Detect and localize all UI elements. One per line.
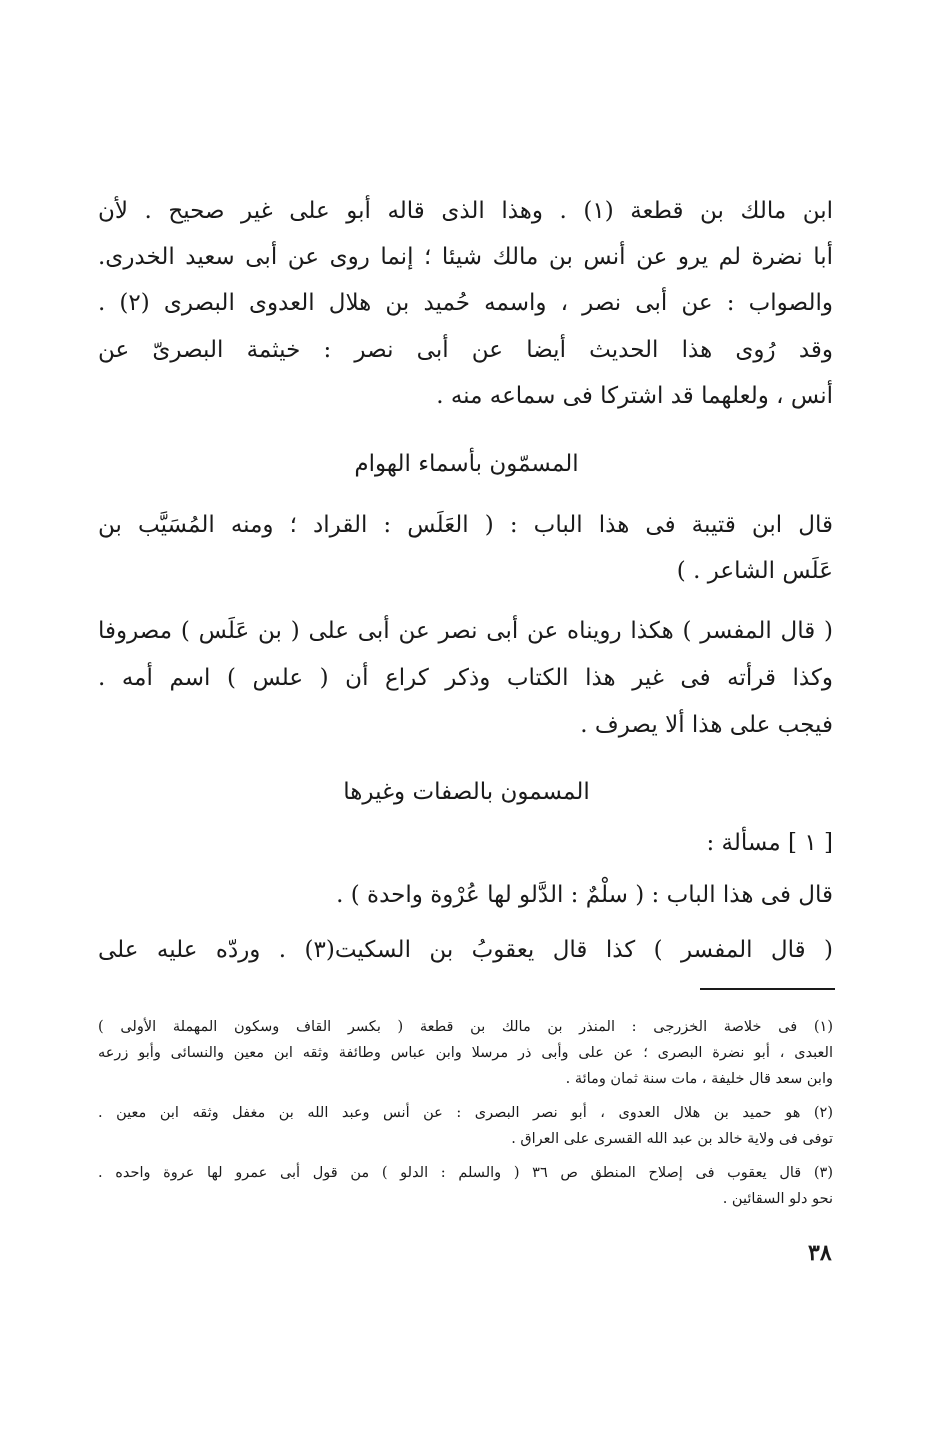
section-1-line-2: عَلَس الشاعر . ) <box>676 558 833 584</box>
section-3-line-1: قال فى هذا الباب : ( سلْمٌ : الدَّلو لها عُرْوة واحدة ) . <box>336 882 833 908</box>
section-heading-vermin-names: المسمّون بأسماء الهوام <box>354 451 579 477</box>
section-2-line-3: فيجب على هذا ألا يصرف . <box>580 712 833 738</box>
footnote-2-line-1: (٢) هو حميد بن هلال العدوى ، أبو نصر البصرى : عن أنس وعبد الله بن مغفل وثقه ابن معين . <box>98 1105 833 1121</box>
body-line-1: ابن مالك بن قطعة (١) . وهذا الذى قاله أبو على غير صحيح . لأن <box>98 198 834 224</box>
section-2-line-2: وكذا قرأته فى غير هذا الكتاب وذكر كراع أن ( علس ) اسم أمه . <box>98 665 833 691</box>
page-number: ٣٨ <box>808 1240 832 1266</box>
body-line-4: وقد رُوى هذا الحديث أيضا عن أبى نصر : خيثمة البصرىّ عن <box>98 337 833 363</box>
body-line-5: أنس ، ولعلهما قد اشتركا فى سماعه منه . <box>436 383 833 409</box>
body-line-3: والصواب : عن أبى نصر ، واسمه حُميد بن هلال العدوى البصرى (٢) . <box>98 290 833 316</box>
footnote-separator <box>700 988 835 990</box>
section-3-line-2: ( قال المفسر ) كذا قال يعقوبُ بن السكيت(٣) . وردّه عليه على <box>98 937 833 963</box>
footnote-3-line-1: (٣) قال يعقوب فى إصلاح المنطق ص ٣٦ ( والسلم : الدلو ) من قول أبى عمرو لها عروة واحده . <box>98 1165 834 1181</box>
footnote-3-line-2: نحو دلو السقائين . <box>722 1191 833 1207</box>
section-2-line-1: ( قال المفسر ) هكذا رويناه عن أبى نصر عن أبى على ( بن عَلَس ) مصروفا <box>98 618 833 644</box>
body-line-2: أبا نضرة لم يرو عن أنس بن مالك شيئا ؛ إنما روى عن أبى سعيد الخدرى. <box>98 244 833 270</box>
footnote-1-line-2: العبدى ، أبو نضرة البصرى ؛ عن على وأبى ذر مرسلا وابن عباس وطائفة وثقه ابن معين والنسائى وأبو زرعه <box>98 1045 833 1061</box>
section-heading-attribute-names: المسمون بالصفات وغيرها <box>343 779 590 805</box>
footnote-2-line-2: توفى فى ولاية خالد بن عبد الله القسرى على العراق . <box>511 1131 833 1147</box>
question-label: [ ١ ] مسألة : <box>706 830 833 856</box>
footnote-1-line-1: (١) فى خلاصة الخزرجى : المنذر بن مالك بن قطعة ( بكسر القاف وسكون المهملة الأولى ) <box>98 1019 833 1035</box>
section-1-line-1: قال ابن قتيبة فى هذا الباب : ( العَلَس : القراد ؛ ومنه المُسَيَّب بن <box>98 512 833 538</box>
footnote-1-line-3: وابن سعد قال خليفة ، مات سنة ثمان ومائة . <box>565 1071 833 1087</box>
